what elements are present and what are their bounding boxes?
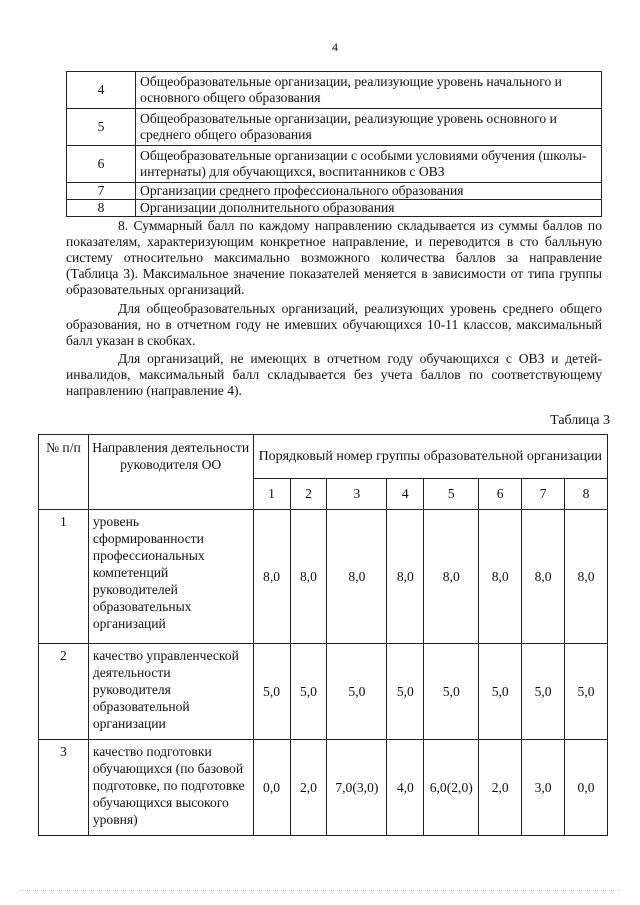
score-cell: 5,0 (565, 644, 608, 740)
table-row (67, 183, 602, 200)
row-number: 8 (67, 200, 136, 217)
group-number: 6 (479, 478, 522, 509)
score-cell: 5,0 (522, 644, 565, 740)
organization-types-table (66, 71, 602, 217)
row-text: Организации дополнительного образования (136, 200, 602, 217)
row-number: 3 (39, 740, 89, 836)
score-cell: 5,0 (253, 644, 290, 740)
header-direction: Направления деятельности руководителя ОО (88, 435, 253, 510)
group-number: 3 (327, 478, 387, 509)
score-cell: 8,0 (290, 510, 327, 644)
score-cell: 7,0(3,0) (327, 740, 387, 836)
table-row (39, 740, 608, 836)
direction-text: уровень сформированности профессиональных компетенций руководителей образовательных организаций (88, 510, 253, 644)
max-scores-table (38, 434, 608, 836)
score-cell: 3,0 (522, 740, 565, 836)
score-cell: 5,0 (387, 644, 424, 740)
row-number: 6 (67, 146, 136, 183)
score-cell: 8,0 (424, 510, 479, 644)
row-number: 1 (39, 510, 89, 644)
score-cell: 0,0 (565, 740, 608, 836)
table-row (67, 109, 602, 146)
scan-footer-line (20, 890, 620, 895)
score-cell: 2,0 (290, 740, 327, 836)
score-cell: 8,0 (479, 510, 522, 644)
table-row (67, 146, 602, 183)
header-row (39, 435, 608, 479)
row-text: Общеобразовательные организации, реализующие уровень начального и основного общего образования (136, 72, 602, 109)
score-cell: 5,0 (290, 644, 327, 740)
group-number: 1 (253, 478, 290, 509)
score-cell: 5,0 (479, 644, 522, 740)
score-cell: 8,0 (565, 510, 608, 644)
score-cell: 2,0 (479, 740, 522, 836)
table-row (67, 72, 602, 109)
score-cell: 6,0(2,0) (424, 740, 479, 836)
table-row (67, 200, 602, 217)
table-caption: Таблица 3 (550, 413, 610, 428)
score-cell: 8,0 (327, 510, 387, 644)
paragraph-max-score-brackets: Для общеобразовательных организаций, реализующих уровень среднего общего образования, но в отчетном году не имевших обучающихся 10-11 классов, максимальный балл указан в скобках. (66, 301, 602, 348)
group-number: 2 (290, 478, 327, 509)
table-row (39, 644, 608, 740)
score-cell: 8,0 (522, 510, 565, 644)
row-number: 2 (39, 644, 89, 740)
page-number: 4 (332, 40, 338, 54)
paragraph-ovz-note: Для организаций, не имеющих в отчетном году обучающихся с ОВЗ и детей-инвалидов, максимальный балл складывается без учета баллов по соответствующему направлению (направление 4). (66, 351, 602, 398)
direction-text: качество подготовки обучающихся (по базовой подготовке, по подготовке обучающихся высокого уровня) (88, 740, 253, 836)
score-cell: 8,0 (253, 510, 290, 644)
direction-text: качество управленческой деятельности руководителя образовательной организации (88, 644, 253, 740)
group-number: 5 (424, 478, 479, 509)
row-text: Организации среднего профессионального образования (136, 183, 602, 200)
row-number: 5 (67, 109, 136, 146)
group-number: 8 (565, 478, 608, 509)
row-text: Общеобразовательные организации, реализующие уровень основного и среднего общего образования (136, 109, 602, 146)
score-cell: 8,0 (387, 510, 424, 644)
group-number: 7 (522, 478, 565, 509)
score-cell: 0,0 (253, 740, 290, 836)
row-number: 7 (67, 183, 136, 200)
score-cell: 5,0 (327, 644, 387, 740)
score-cell: 4,0 (387, 740, 424, 836)
row-number: 4 (67, 72, 136, 109)
row-text: Общеобразовательные организации с особыми условиями обучения (школы-интернаты) для обучающихся, воспитанников с ОВЗ (136, 146, 602, 183)
header-num: № п/п (39, 435, 89, 510)
paragraph-summary-score: 8. Суммарный балл по каждому направлению складывается из суммы баллов по показателям, характеризующим конкретное направление, и переводится в сто балльную систему относительно максимально возможного количества баллов за направление (Таблица 3). Максимальное значение показателей меняется в зависимости от типа группы образовательных организаций. (66, 218, 602, 297)
group-number: 4 (387, 478, 424, 509)
score-cell: 5,0 (424, 644, 479, 740)
table-row (39, 510, 608, 644)
header-groups-title: Порядковый номер группы образовательной организации (253, 435, 607, 479)
